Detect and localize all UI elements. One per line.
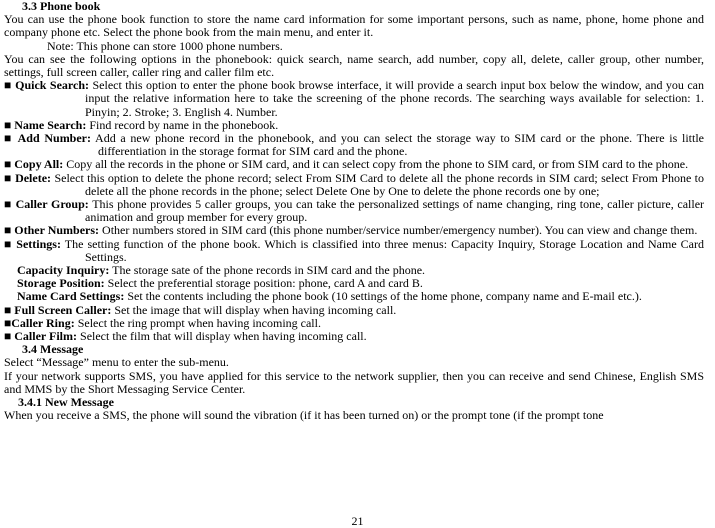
sub-label: Name Card Settings: <box>17 289 125 304</box>
option-label: Add Number: <box>17 131 92 146</box>
page-number: 21 <box>351 514 364 528</box>
bullet-marker: ■ <box>4 302 15 317</box>
message-paragraph-2: If your network supports SMS, you have applied for this service to the network supplier, then you can receive and send Chinese, English SMS and MMS by the Short Messaging Service Center. <box>4 368 704 396</box>
option-text: Set the image that will display when having incoming call. <box>111 302 397 317</box>
option-caller-group <box>4 198 704 224</box>
bullet-marker: ■ <box>4 236 17 251</box>
option-label: Copy All: <box>14 157 64 172</box>
option-text: Copy all the records in the phone or SIM card, and it can select copy from the phone to SIM card, or from SIM card to the phone. <box>63 157 689 172</box>
option-text: Select the ring prompt when having incoming call. <box>74 315 321 330</box>
option-text: This phone provides 5 caller groups, you can take the personalized settings of name changing, ring tone, caller picture, caller animation and group member for every group. <box>85 197 705 225</box>
option-caller-film <box>4 330 704 343</box>
bullet-marker: ■ <box>4 78 16 93</box>
option-text: Find record by name in the phonebook. <box>86 117 279 132</box>
bullet-marker: ■ <box>4 117 15 132</box>
option-text: Other numbers stored in SIM card (this phone number/service number/emergency number). You can view and change them. <box>99 223 698 238</box>
option-delete <box>4 172 704 198</box>
sub-label: Storage Position: <box>17 276 105 291</box>
option-settings <box>4 238 704 264</box>
option-text: Select this option to delete the phone record; select From SIM Card to delete all the phone records in SIM card; select From Phone to delete all the phone records in the phone; select Delete One by One to delete the phone records one by one; <box>51 170 705 198</box>
phonebook-note: Note: This phone can store 1000 phone numbers. <box>47 38 283 53</box>
section-heading-message: 3.4 Message <box>22 342 84 357</box>
option-label: Quick Search: <box>15 78 90 93</box>
option-label: Delete: <box>15 170 52 185</box>
sub-text: The storage sate of the phone records in SIM card and the phone. <box>109 263 426 278</box>
section-heading-phonebook: 3.3 Phone book <box>22 0 101 13</box>
bullet-marker: ■ <box>4 197 16 212</box>
option-add-number <box>4 132 704 158</box>
option-label: Caller Film: <box>14 329 78 344</box>
option-text: Select the film that will display when having incoming call. <box>77 329 367 344</box>
bullet-marker: ■ <box>4 223 15 238</box>
option-text: Select this option to enter the phone book browse interface, it will provide a search input box below the window, and you can input the relative information here to take the screening of the phone records. The searching ways available for selection: 1. Pinyin; 2. Stroke; 3. English 4. Number. <box>85 78 705 119</box>
option-label: Caller Ring: <box>11 315 75 330</box>
phonebook-options-intro: You can see the following options in the phonebook: quick search, name search, add number, copy all, delete, caller group, other number, settings, full screen caller, caller ring and caller film etc. <box>4 51 704 80</box>
sub-text: Set the contents including the phone book (10 settings of the home phone, company name and E-mail etc.). <box>124 289 642 304</box>
option-label: Other Numbers: <box>14 223 100 238</box>
option-label: Caller Group: <box>15 197 89 212</box>
message-paragraph-3: When you receive a SMS, the phone will sound the vibration (if it has been turned on) or the prompt tone (if the prompt tone <box>4 408 604 423</box>
option-label: Name Search: <box>14 117 87 132</box>
sub-text: Select the preferential storage position: phone, card A and card B. <box>104 276 423 291</box>
option-label: Settings: <box>16 236 61 251</box>
option-text: The setting function of the phone book. Which is classified into three menus: Capacity Inquiry, Storage Location and Name Card Settings. <box>60 236 705 264</box>
option-text: Add a new phone record in the phonebook, and you can select the storage way to SIM card or the phone. There is little differentiation in the storage format for SIM card and the phone. <box>91 131 705 159</box>
option-quick-search <box>4 79 704 119</box>
phonebook-intro: You can use the phone book function to store the name card information for some important persons, such as name, phone, home phone and company phone etc. Select the phone book from the main menu, and enter it. <box>4 12 704 40</box>
bullet-marker: ■ <box>4 157 15 172</box>
subsection-heading-new-message: 3.4.1 New Message <box>18 395 114 410</box>
option-label: Full Screen Caller: <box>14 302 112 317</box>
document-page <box>4 0 704 423</box>
sub-label: Capacity Inquiry: <box>17 263 110 278</box>
message-paragraph-1: Select “Message” menu to enter the sub-menu. <box>4 355 229 370</box>
bullet-marker: ■ <box>4 315 12 330</box>
bullet-marker: ■ <box>4 329 15 344</box>
bullet-marker: ■ <box>4 170 16 185</box>
bullet-marker: ■ <box>4 131 18 146</box>
